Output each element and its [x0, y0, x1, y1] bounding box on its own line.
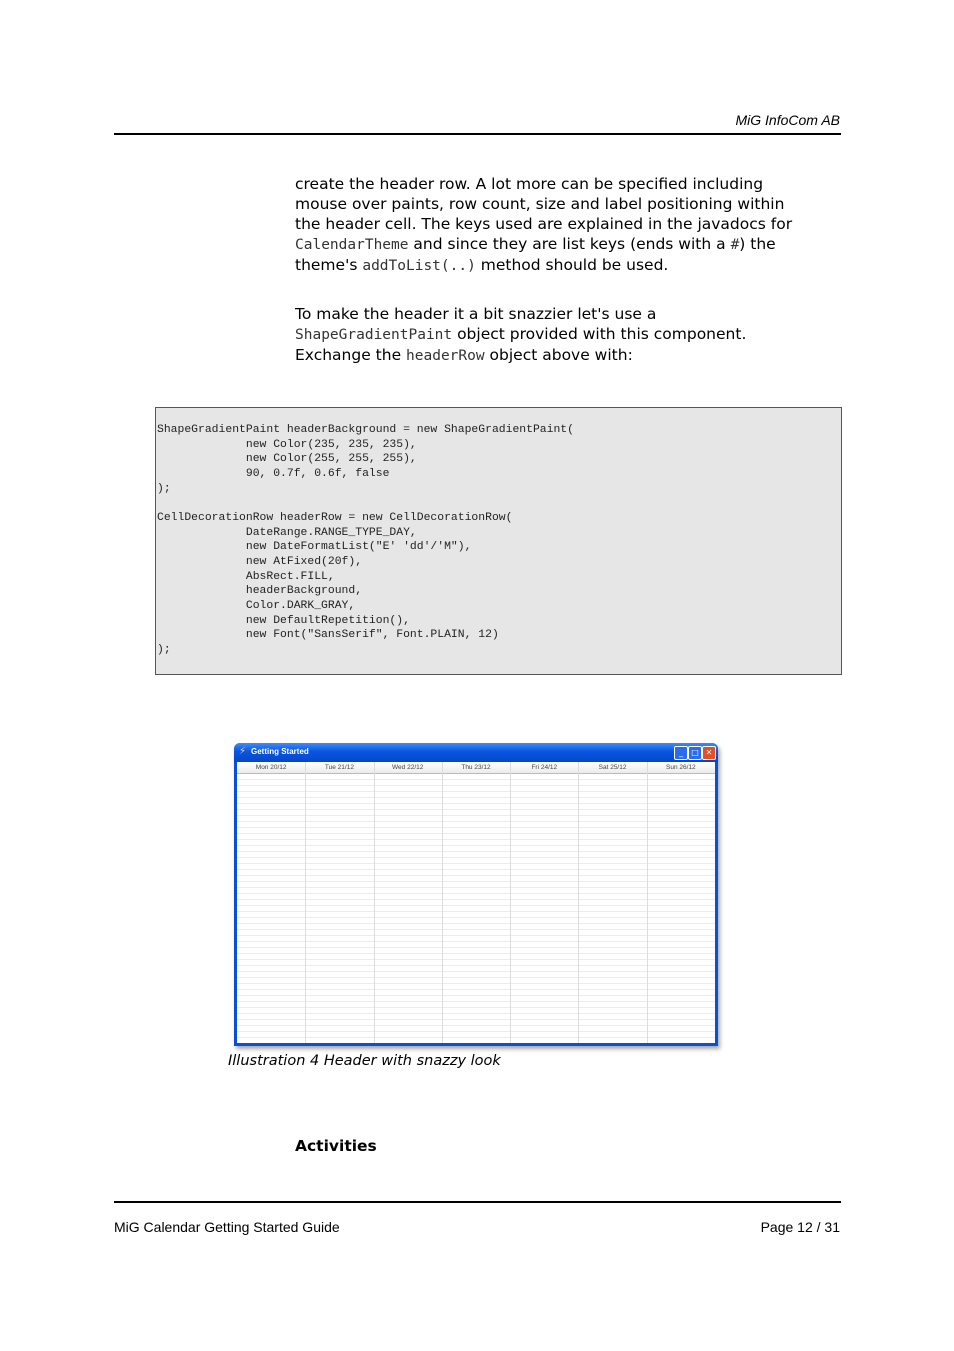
day-header-cell: Fri 24/12 [531, 764, 558, 771]
day-header-cell: Sat 25/12 [598, 764, 627, 771]
code-shapegradientpaint: ShapeGradientPaint [295, 327, 453, 343]
day-header-cell: Mon 20/12 [255, 764, 287, 771]
day-column-divider [442, 762, 443, 1043]
day-column-divider [647, 762, 648, 1043]
window-title: Getting Started [251, 747, 309, 756]
day-column-divider [374, 762, 375, 1043]
code-headerrow: headerRow [406, 348, 485, 364]
para2-text-2: object provided with this component. Exchange the [295, 325, 747, 364]
code-block [155, 407, 842, 675]
day-column-divider [510, 762, 511, 1043]
header-rule [114, 133, 841, 135]
app-icon: ⚡ [239, 746, 247, 757]
para1-text-2: and since they are list keys (ends with a [408, 235, 731, 253]
para1-text-1: create the header row. A lot more can be specified including mouse over paints, row count, size and label positioning within the header cell. The keys used are explained in the javadocs for [295, 175, 793, 233]
para1-text-3: ) the theme's [295, 235, 776, 274]
paragraph-2 [295, 304, 805, 366]
day-header-cell: Tue 21/12 [324, 764, 354, 771]
calendar-window-screenshot [234, 743, 718, 1046]
para2-text-1: To make the header it a bit snazzier let's use a [295, 305, 657, 323]
day-column-divider [578, 762, 579, 1043]
page-number: Page 12 / 31 [760, 1219, 840, 1235]
figure-caption: Illustration 4 Header with snazzy look [228, 1053, 501, 1069]
footer-title: MiG Calendar Getting Started Guide [114, 1219, 340, 1235]
section-heading: Activities [295, 1137, 377, 1155]
code-hash: # [730, 237, 740, 253]
code-addtolist: addToList(..) [362, 258, 476, 274]
calendar-grid [237, 774, 715, 1043]
paragraph-1 [295, 174, 805, 276]
day-header-cell: Sun 26/12 [666, 764, 696, 771]
minimize-icon: _ [674, 746, 688, 760]
header-company: MiG InfoCom AB [735, 112, 840, 128]
footer-rule [114, 1201, 841, 1203]
maximize-icon: □ [688, 746, 702, 760]
day-header-cell: Thu 23/12 [461, 764, 491, 771]
calendar-header-row [237, 762, 715, 774]
code-calendartheme: CalendarTheme [295, 237, 409, 253]
day-header-cell: Wed 22/12 [392, 764, 424, 771]
code-listing: ShapeGradientPaint headerBackground = new ShapeGradientPaint( new Color(235, 235, 235), new Color(255, 255, 255), 90, 0.7f, 0.6f, false ); CellDecorationRow headerRow = new CellDecorationRow( DateRange.RANGE_TYPE_DAY, new DateFormatList("E' 'dd'/'M"), new AtFixed(20f), AbsRect.FILL, headerBackground, Color.DARK_GRAY, new DefaultRepetition(), new Font("SansSerif", Font.PLAIN, 12) ); [157, 424, 574, 656]
para1-text-4: method should be used. [475, 256, 669, 274]
para2-text-3: object above with: [484, 346, 633, 364]
window-titlebar [234, 743, 718, 762]
close-icon: ✕ [702, 746, 716, 760]
day-column-divider [305, 762, 306, 1043]
calendar-client-area [237, 762, 715, 1043]
